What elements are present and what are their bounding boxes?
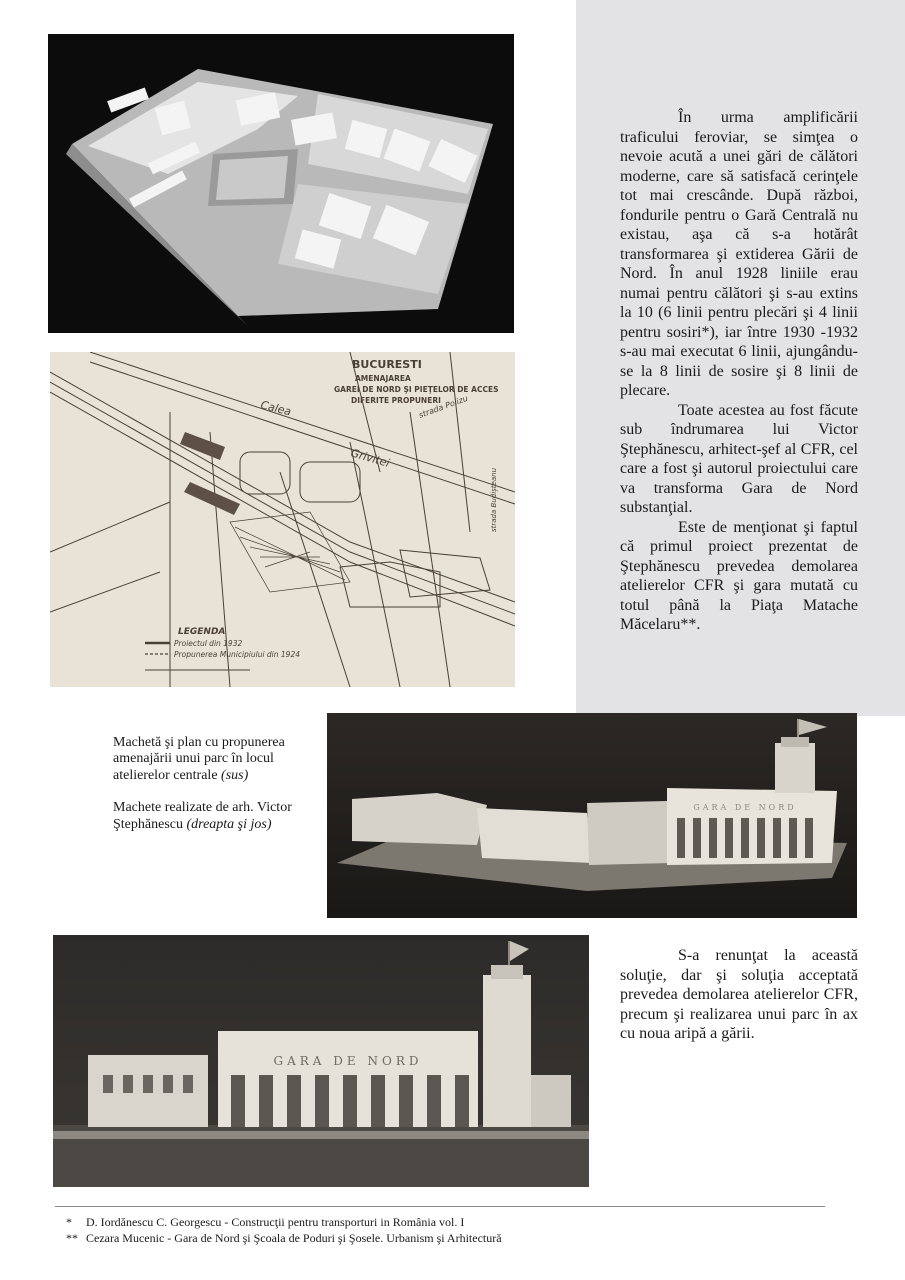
plan-legend-item-1: Proiectul din 1932 <box>174 639 243 648</box>
plan-street-calea: Calea <box>259 398 293 419</box>
footnote-1 <box>66 1214 826 1230</box>
plan-legend-title: LEGENDA <box>178 627 226 637</box>
plan-title-city: BUCURESTI <box>352 358 422 371</box>
plan-street-grivitei: Grivitei <box>349 446 392 470</box>
caption-block-1-text: Machetă şi plan cu propunerea amenajării unui parc în locul atelierelor centrale <box>113 735 285 783</box>
lower-text-block <box>620 946 858 1044</box>
footnote-divider <box>55 1206 825 1207</box>
plan-street-budisteanu: strada Budişteanu <box>490 467 498 532</box>
caption-block-1-note: (sus) <box>221 767 249 783</box>
station-model-photo-front <box>53 935 589 1187</box>
main-paragraph-1: În urma amplificării traficului feroviar, se simţea o nevoie acută a unei gări de călători moderne, care să satisfacă cerinţele tot mai crescânde. După război, fondurile pentru o Gară Centrală nu existau, aşa că s-a hotărât transformarea şi extiderea Gării de Nord. În anul 1928 liniile erau numai pentru călători şi s-au extins la 10 (6 linii pentru plecări şi 4 linii pentru sosiri*), iar între 1930 -1932 s-au mai executat 6 linii, ajungându-se la 8 linii de sosire şi 8 linii de plecare. <box>620 109 858 399</box>
caption-block-1 <box>113 735 313 784</box>
caption-block-2 <box>113 800 313 833</box>
plan-title-line-3: GAREI DE NORD ŞI PIEŢELOR DE ACCES <box>334 385 499 394</box>
footnote-1-text: D. Iordănescu C. Georgescu - Construcţii pentru transporturi in România vol. I <box>86 1215 465 1229</box>
main-paragraph-3: Este de menţionat şi faptul că primul proiect prezentat de Ştephănescu prevedea demolarea atelierelor CFR şi gara mutată cu totul până la Piaţa Matache Măcelaru**. <box>620 518 858 633</box>
station-plan-drawing <box>50 352 515 687</box>
station-model-photo-angled <box>327 713 857 918</box>
caption-block-2-text: Machete realizate de arh. Victor Ştephănescu <box>113 800 292 832</box>
footnote-2-text: Cezara Mucenic - Gara de Nord şi Şcoala de Poduri şi Şosele. Urbanism şi Arhitectură <box>86 1231 502 1245</box>
facade-lettering-photo4: GARA DE NORD <box>273 1054 423 1068</box>
caption-block-2-note: (dreapta şi jos) <box>186 816 272 832</box>
footnote-1-mark: * <box>66 1215 72 1229</box>
urban-model-photo <box>48 34 514 333</box>
facade-lettering-photo3: GARA DE NORD <box>693 803 797 812</box>
main-text-block <box>620 108 858 635</box>
plan-title-line-2: AMENAJAREA <box>355 374 411 383</box>
plan-street-polizu: strada Polizu <box>417 393 470 420</box>
footnotes <box>66 1214 826 1246</box>
main-paragraph-2: Toate acestea au fost făcute sub îndrumarea lui Victor Ştephănescu, arhitect-şef al CFR, cel care a fost şi autorul proiectului care va transforma Gara de Nord substanţial. <box>620 401 858 516</box>
plan-legend-item-2: Propunerea Municipiului din 1924 <box>174 650 300 659</box>
image-caption <box>113 735 313 833</box>
plan-title-line-4: DIFERITE PROPUNERI <box>351 396 441 405</box>
lower-paragraph: S-a renunţat la această soluţie, dar şi soluţia acceptată prevedea demolarea atelierelor CFR, precum şi realizarea unui parc în ax cu noua aripă a gării. <box>620 947 858 1042</box>
footnote-2 <box>66 1230 826 1246</box>
footnote-2-mark: ** <box>66 1231 78 1245</box>
